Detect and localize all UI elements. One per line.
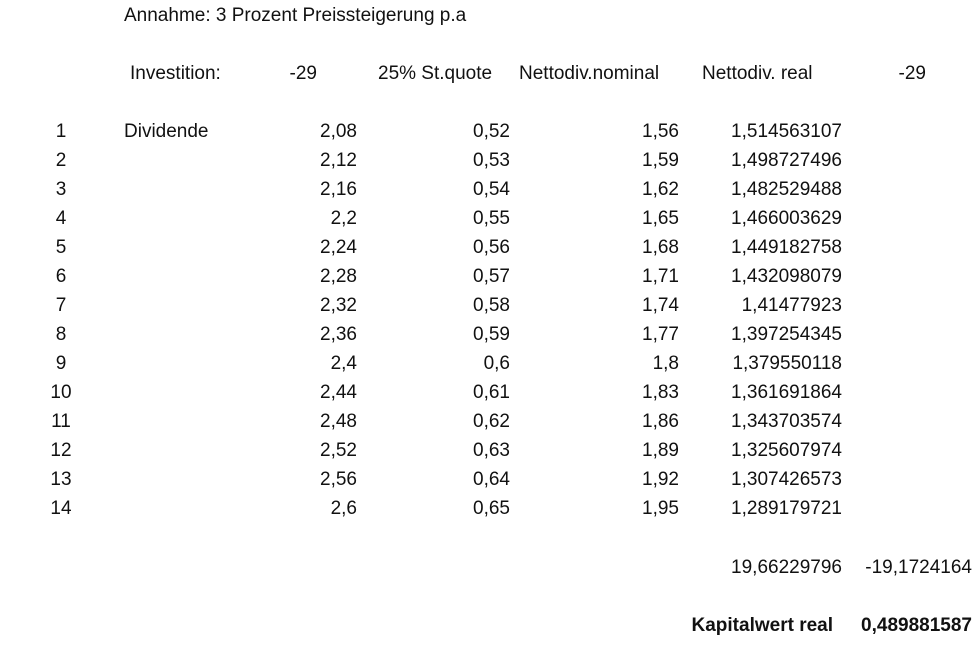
year-cell: 3 [55,179,67,200]
dividend-cell: 2,2 [330,208,357,229]
real-cell: 1,482529488 [731,179,842,200]
dividend-cell: 2,16 [320,179,357,200]
nominal-cell: 1,65 [642,208,679,229]
tax-cell: 0,55 [473,208,510,229]
year-cell: 5 [55,237,67,258]
dividend-cell: 2,52 [320,440,357,461]
year-cell: 13 [50,469,72,490]
nominal-cell: 1,83 [642,382,679,403]
tax-cell: 0,63 [473,440,510,461]
real-cell: 1,498727496 [731,150,842,171]
dividend-cell: 2,08 [320,121,357,142]
tax-cell: 0,6 [483,353,510,374]
real-cell: 1,379550118 [732,353,842,374]
real-cell: 1,449182758 [731,237,842,258]
real-cell: 1,41477923 [741,295,842,316]
tax-cell: 0,64 [473,469,510,490]
year-cell: 6 [55,266,67,287]
nominal-cell: 1,74 [642,295,679,316]
dividend-cell: 2,6 [330,498,357,519]
year-cell: 2 [55,150,67,171]
year-cell: 8 [55,324,67,345]
tax-cell: 0,52 [473,121,510,142]
year-cell: 10 [50,382,72,403]
nettodiv-nominal-header: Nettodiv.nominal [519,63,660,84]
dividend-cell: 2,4 [330,353,357,374]
dividend-cell: 2,24 [320,237,357,258]
real-cell: 1,343703574 [731,411,842,432]
tax-cell: 0,61 [473,382,510,403]
tax-cell: 0,56 [473,237,510,258]
dividende-label: Dividende [124,121,209,142]
tax-cell: 0,53 [473,150,510,171]
tax-cell: 0,58 [473,295,510,316]
sum-right-value: -19,1724164 [865,557,972,578]
sum-real-value: 19,66229796 [731,557,842,578]
real-cell: 1,361691864 [731,382,842,403]
kapitalwert-value: 0,489881587 [861,615,972,636]
tax-cell: 0,59 [473,324,510,345]
dividend-cell: 2,44 [320,382,357,403]
real-cell: 1,466003629 [731,208,842,229]
year-cell: 14 [50,498,72,519]
nominal-cell: 1,71 [642,266,679,287]
nominal-cell: 1,8 [652,353,679,374]
right-investition-value: -29 [898,63,926,84]
nominal-cell: 1,62 [642,179,679,200]
investition-value: -29 [289,63,317,84]
dividend-cell: 2,36 [320,324,357,345]
nominal-cell: 1,56 [642,121,679,142]
dividend-cell: 2,48 [320,411,357,432]
dividend-cell: 2,28 [320,266,357,287]
nominal-cell: 1,68 [642,237,679,258]
tax-cell: 0,54 [473,179,510,200]
real-cell: 1,325607974 [731,440,842,461]
real-cell: 1,514563107 [731,121,842,142]
year-cell: 12 [50,440,72,461]
year-cell: 7 [55,295,67,316]
tax-cell: 0,57 [473,266,510,287]
nominal-cell: 1,95 [642,498,679,519]
dividend-cell: 2,12 [320,150,357,171]
tax-cell: 0,62 [473,411,510,432]
year-cell: 4 [55,208,67,229]
nominal-cell: 1,59 [642,150,679,171]
sheet-title: Annahme: 3 Prozent Preissteigerung p.a [124,5,467,26]
year-cell: 11 [51,411,71,432]
dividend-cell: 2,56 [320,469,357,490]
tax-cell: 0,65 [473,498,510,519]
nettodiv-real-header: Nettodiv. real [702,63,813,84]
year-cell: 1 [55,121,67,142]
dividend-cell: 2,32 [320,295,357,316]
investition-label: Investition: [130,63,221,84]
real-cell: 1,307426573 [731,469,842,490]
kapitalwert-label: Kapitalwert real [691,615,833,636]
nominal-cell: 1,92 [642,469,679,490]
nominal-cell: 1,86 [642,411,679,432]
nominal-cell: 1,77 [642,324,679,345]
real-cell: 1,289179721 [731,498,842,519]
nominal-cell: 1,89 [642,440,679,461]
steuerquote-header: 25% St.quote [378,63,493,84]
year-cell: 9 [55,353,67,374]
real-cell: 1,432098079 [731,266,842,287]
real-cell: 1,397254345 [731,324,842,345]
